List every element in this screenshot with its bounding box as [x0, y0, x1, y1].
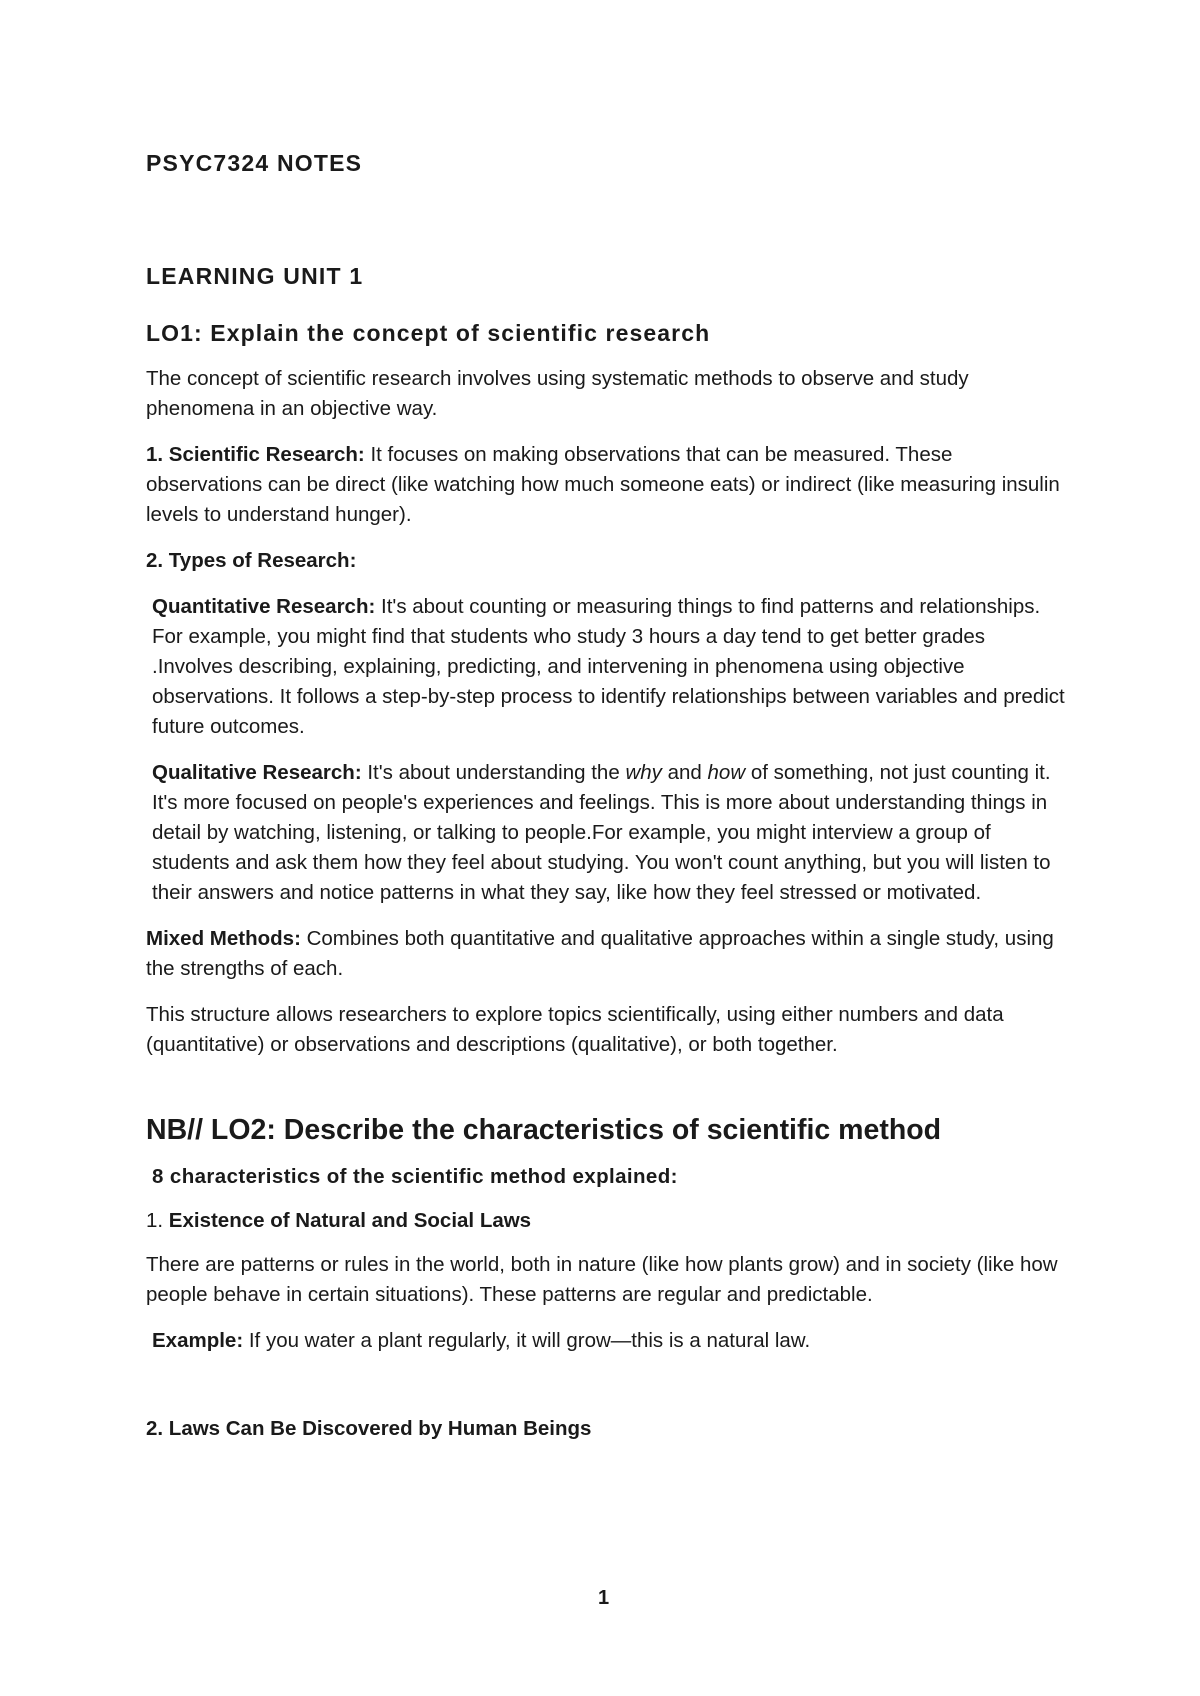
quantitative-research-text: It's about counting or measuring things to find patterns and relationships. For example, you might find that students who study 3 hours a day tend to get better grades .Involves describing, explaining, predicting, and intervening in phenomena using objective observations. It follows a step-by-step process to identify relationships between variables and predict future outcomes.	[152, 595, 1065, 738]
qualitative-research-label: Qualitative Research:	[152, 761, 362, 784]
types-of-research-label: 2. Types of Research:	[146, 549, 357, 572]
characteristic-1-number: 1.	[146, 1209, 164, 1232]
lo1-heading: LO1: Explain the concept of scientific research	[146, 320, 711, 346]
mixed-methods-label: Mixed Methods:	[146, 927, 301, 950]
characteristic-1-text: There are patterns or rules in the world, both in nature (like how plants grow) and in society (like how people behave in certain situations). These patterns are regular and predictable.	[146, 1253, 1058, 1306]
example-label: Example:	[152, 1329, 244, 1352]
qualitative-text-b: of something, not just counting it. It's more focused on people's experiences and feelings. This is more about understanding things in detail by watching, listening, or talking to people.For example, you might interview a group of students and ask them how they feel about studying. You won't count anything, but you will listen to their answers and notice patterns in what they say, like how they feel stressed or motivated.	[152, 761, 1051, 904]
scientific-research-label: 1. Scientific Research:	[146, 443, 365, 466]
example-text: If you water a plant regularly, it will grow—this is a natural law.	[243, 1329, 811, 1352]
scientific-research-paragraph	[146, 440, 1066, 530]
characteristic-2-heading	[146, 1414, 1066, 1444]
spacer	[146, 1372, 1066, 1414]
document-title: PSYC7324 NOTES	[146, 150, 363, 176]
quantitative-research-label: Quantitative Research:	[152, 595, 376, 618]
lo1-intro: The concept of scientific research involves using systematic methods to observe and study phenomena in an objective way.	[146, 367, 969, 420]
learning-unit-title: LEARNING UNIT 1	[146, 263, 364, 289]
characteristics-intro: 8 characteristics of the scientific method explained:	[152, 1165, 678, 1188]
characteristic-1-title: Existence of Natural and Social Laws	[163, 1209, 532, 1232]
scientific-research-text: It focuses on making observations that can be measured. These observations can be direct (like watching how much someone eats) or indirect (like measuring insulin levels to understand hunger).	[146, 443, 1060, 526]
page-number: 1	[598, 1587, 610, 1609]
lo2-heading: NB// LO2: Describe the characteristics of scientific method	[146, 1114, 942, 1146]
quantitative-research-paragraph	[146, 592, 1066, 742]
characteristic-1-example	[146, 1326, 1066, 1356]
mixed-methods-text: Combines both quantitative and qualitative approaches within a single study, using the strengths of each.	[146, 927, 1054, 980]
types-of-research-heading	[146, 546, 1066, 576]
qualitative-why: why	[625, 761, 662, 784]
lo1-summary: This structure allows researchers to explore topics scientifically, using either numbers and data (quantitative) or observations and descriptions (qualitative), or both together.	[146, 1003, 1004, 1056]
mixed-methods-paragraph	[146, 924, 1066, 984]
qualitative-text-a: It's about understanding the	[361, 761, 626, 784]
characteristic-1-heading	[146, 1206, 1066, 1236]
qualitative-how: how	[707, 761, 746, 784]
content-flow	[146, 318, 1066, 1460]
characteristic-2-title: 2. Laws Can Be Discovered by Human Beings	[146, 1417, 592, 1440]
qualitative-research-paragraph	[146, 758, 1066, 908]
qualitative-and: and	[661, 761, 708, 784]
